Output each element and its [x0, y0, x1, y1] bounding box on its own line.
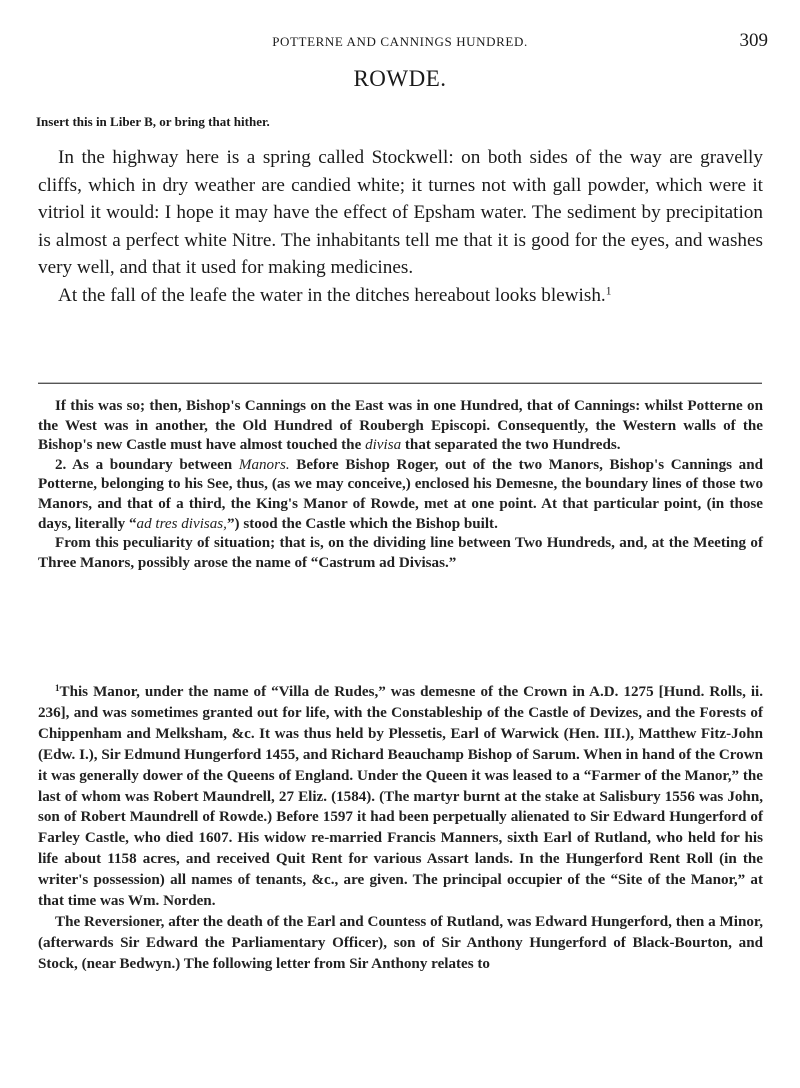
text-run: ”) stood the Castle which the Bishop built. — [226, 515, 498, 532]
main-paragraph-text: At the fall of the leafe the water in the ditches hereabout looks blewish. — [58, 284, 606, 306]
text-run: From this peculiarity of situation; that is, on the dividing line between Two Hundreds, and, at the Meeting of Three Manors, possibly arose the name of “Castrum ad Divisas.” — [38, 535, 763, 571]
text-run: that separated the two Hundreds. — [401, 437, 621, 454]
section-title: ROWDE. — [353, 66, 447, 91]
italic-term: divisa — [365, 437, 402, 454]
main-paragraph-text: In the highway here is a spring called Stockwell: on both sides of the way are gravelly cliffs, which in dry weather are candied white; it turnes not with gall powder, which were it vitriol it would: I hope it may have the effect of Epsham water. The sediment by precipitation is almost a perfect white Nitre. The inhabitants tell me that it is good for the eyes, and washes very well, and that it used for making medicines. — [38, 147, 763, 279]
footnote — [38, 682, 763, 975]
running-head — [0, 30, 800, 54]
separator-rule — [38, 382, 762, 384]
page-number: 309 — [739, 30, 768, 51]
footnote-paragraph — [38, 682, 763, 912]
footnote-reference[interactable]: 1 — [605, 285, 612, 298]
footnote-marker: 1 — [55, 683, 60, 694]
text-run: The Reversioner, after the death of the Earl and Countess of Rutland, was Edward Hungerford, then a Minor, (afterwards Sir Edward the Parliamentary Officer), son of Sir Anthony Hungerford of Black-Bourton, and Stock, (near Bedwyn.) The following letter from Sir Anthony relates to — [38, 913, 763, 972]
text-run: This Manor, under the name of “Villa de Rudes,” was demesne of the Crown in A.D. 1275 [Hund. Rolls, ii. 236], and was sometimes granted out for life, with the Constableship of the Castle of Devizes, and the Forests of Chippenham and Melksham, &c. It was thus held by Plessetis, Earl of Warwick (Hen. III.), Matthew Fitz-John (Edw. I.), Sir Edmund Hungerford 1455, and Richard Beauchamp Bishop of Sarum. When in hand of the Crown it was generally dower of the Queens of England. Under the Queen it was leased to a “Farmer of the Manor,” the last of whom was Robert Maundrell, 27 Eliz. (1584). (The martyr burnt at the stake at Salisbury 1556 was John, son of Robert Maundrell of Rowde.) Before 1597 it had been perpetually alienated to Sir Edward Hungerford of Farley Castle, who died 1607. His widow re-married Francis Manners, sixth Earl of Rutland, who held for his life about 1158 acres, and received Quit Rent for various Assart lands. In the Hungerford Rent Roll (in the writer's possession) all names of tenants, &c., are given. The principal occupier of the “Site of the Manor,” at that time was Wm. Norden. — [38, 684, 763, 910]
marginal-note: Insert this in Liber B, or bring that hither. — [36, 114, 270, 129]
note-paragraph — [38, 397, 763, 456]
text-run: Before Bishop Roger, out of the two Manors, Bishop's Cannings and Potterne, belonging to his See, thus, (as we may conceive,) enclosed his Demesne, the boundary lines of those two Manors, and that of a third, the King's Manor of Rowde, met at one point. At that particular point, (in those days, literally “ — [38, 456, 763, 532]
main-paragraph — [38, 144, 763, 282]
continued-note — [38, 397, 763, 573]
italic-term: ad tres divisas, — [136, 515, 227, 532]
main-paragraph — [38, 282, 763, 310]
running-title: POTTERNE AND CANNINGS HUNDRED. — [272, 34, 528, 49]
main-text — [38, 144, 763, 310]
footnote-paragraph — [38, 912, 763, 975]
note-paragraph — [38, 534, 763, 573]
note-paragraph — [38, 456, 763, 534]
italic-term: Manors. — [238, 456, 290, 473]
text-run: If this was so; then, Bishop's Cannings on the East was in one Hundred, that of Cannings: whilst Potterne on the West was in another, the Old Hundred of Roubergh Episcopi. Consequently, the Western walls of the Bishop's new Castle must have almost touched the — [38, 398, 763, 454]
text-run: 2. As a boundary between — [55, 456, 239, 473]
